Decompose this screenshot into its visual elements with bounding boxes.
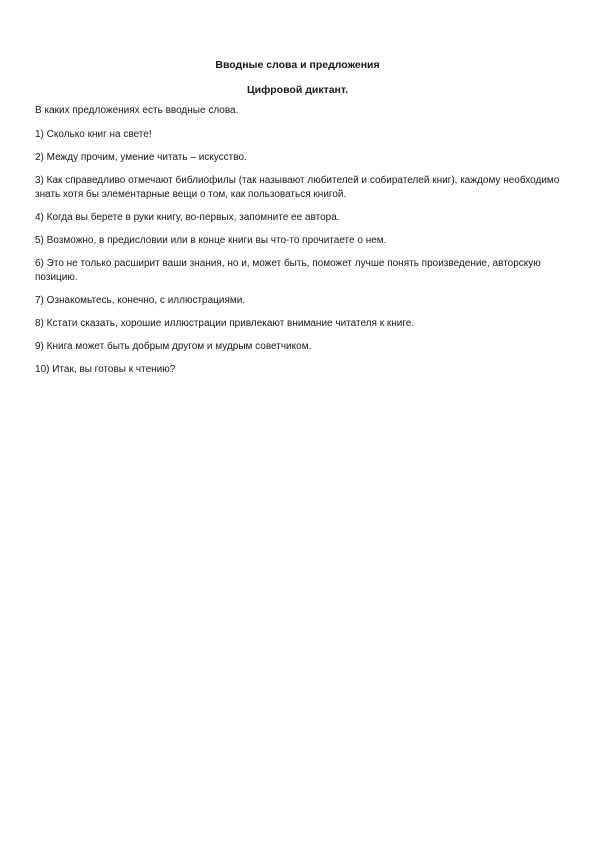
document-title: Вводные слова и предложения [215,59,380,71]
intro-text: В каких предложениях есть вводные слова. [35,105,239,116]
list-item-10: 10) Итак, вы готовы к чтению? [35,364,176,375]
document-subtitle: Цифровой диктант. [246,84,349,96]
document-body [35,104,560,386]
list-item-6: 6) Это не только расширит ваши знания, но и, может быть, поможет лучше понять произведение, авторскую позицию. [35,258,541,283]
list-item-8: 8) Кстати сказать, хорошие иллюстрации привлекают внимание читателя к книге. [35,318,415,329]
list-item-7: 7) Ознакомьтесь, конечно, с иллюстрациями. [35,295,246,306]
list-item-1: 1) Сколько книг на свете! [35,129,152,140]
list-item-9: 9) Книга может быть добрым другом и мудрым советчиком. [35,341,312,352]
list-item-4: 4) Когда вы берете в руки книгу, во-первых, запомните ее автора. [35,212,340,223]
list-item-5: 5) Возможно, в предисловии или в конце книги вы что-то прочитаете о нем. [35,235,387,246]
list-item-3: 3) Как справедливо отмечают библиофилы (так называют любителей и собирателей книг), каждому необходимо знать хотя бы элементарные вещи о том, как пользоваться книгой. [35,175,560,200]
list-item-2: 2) Между прочим, умение читать – искусство. [35,152,247,163]
